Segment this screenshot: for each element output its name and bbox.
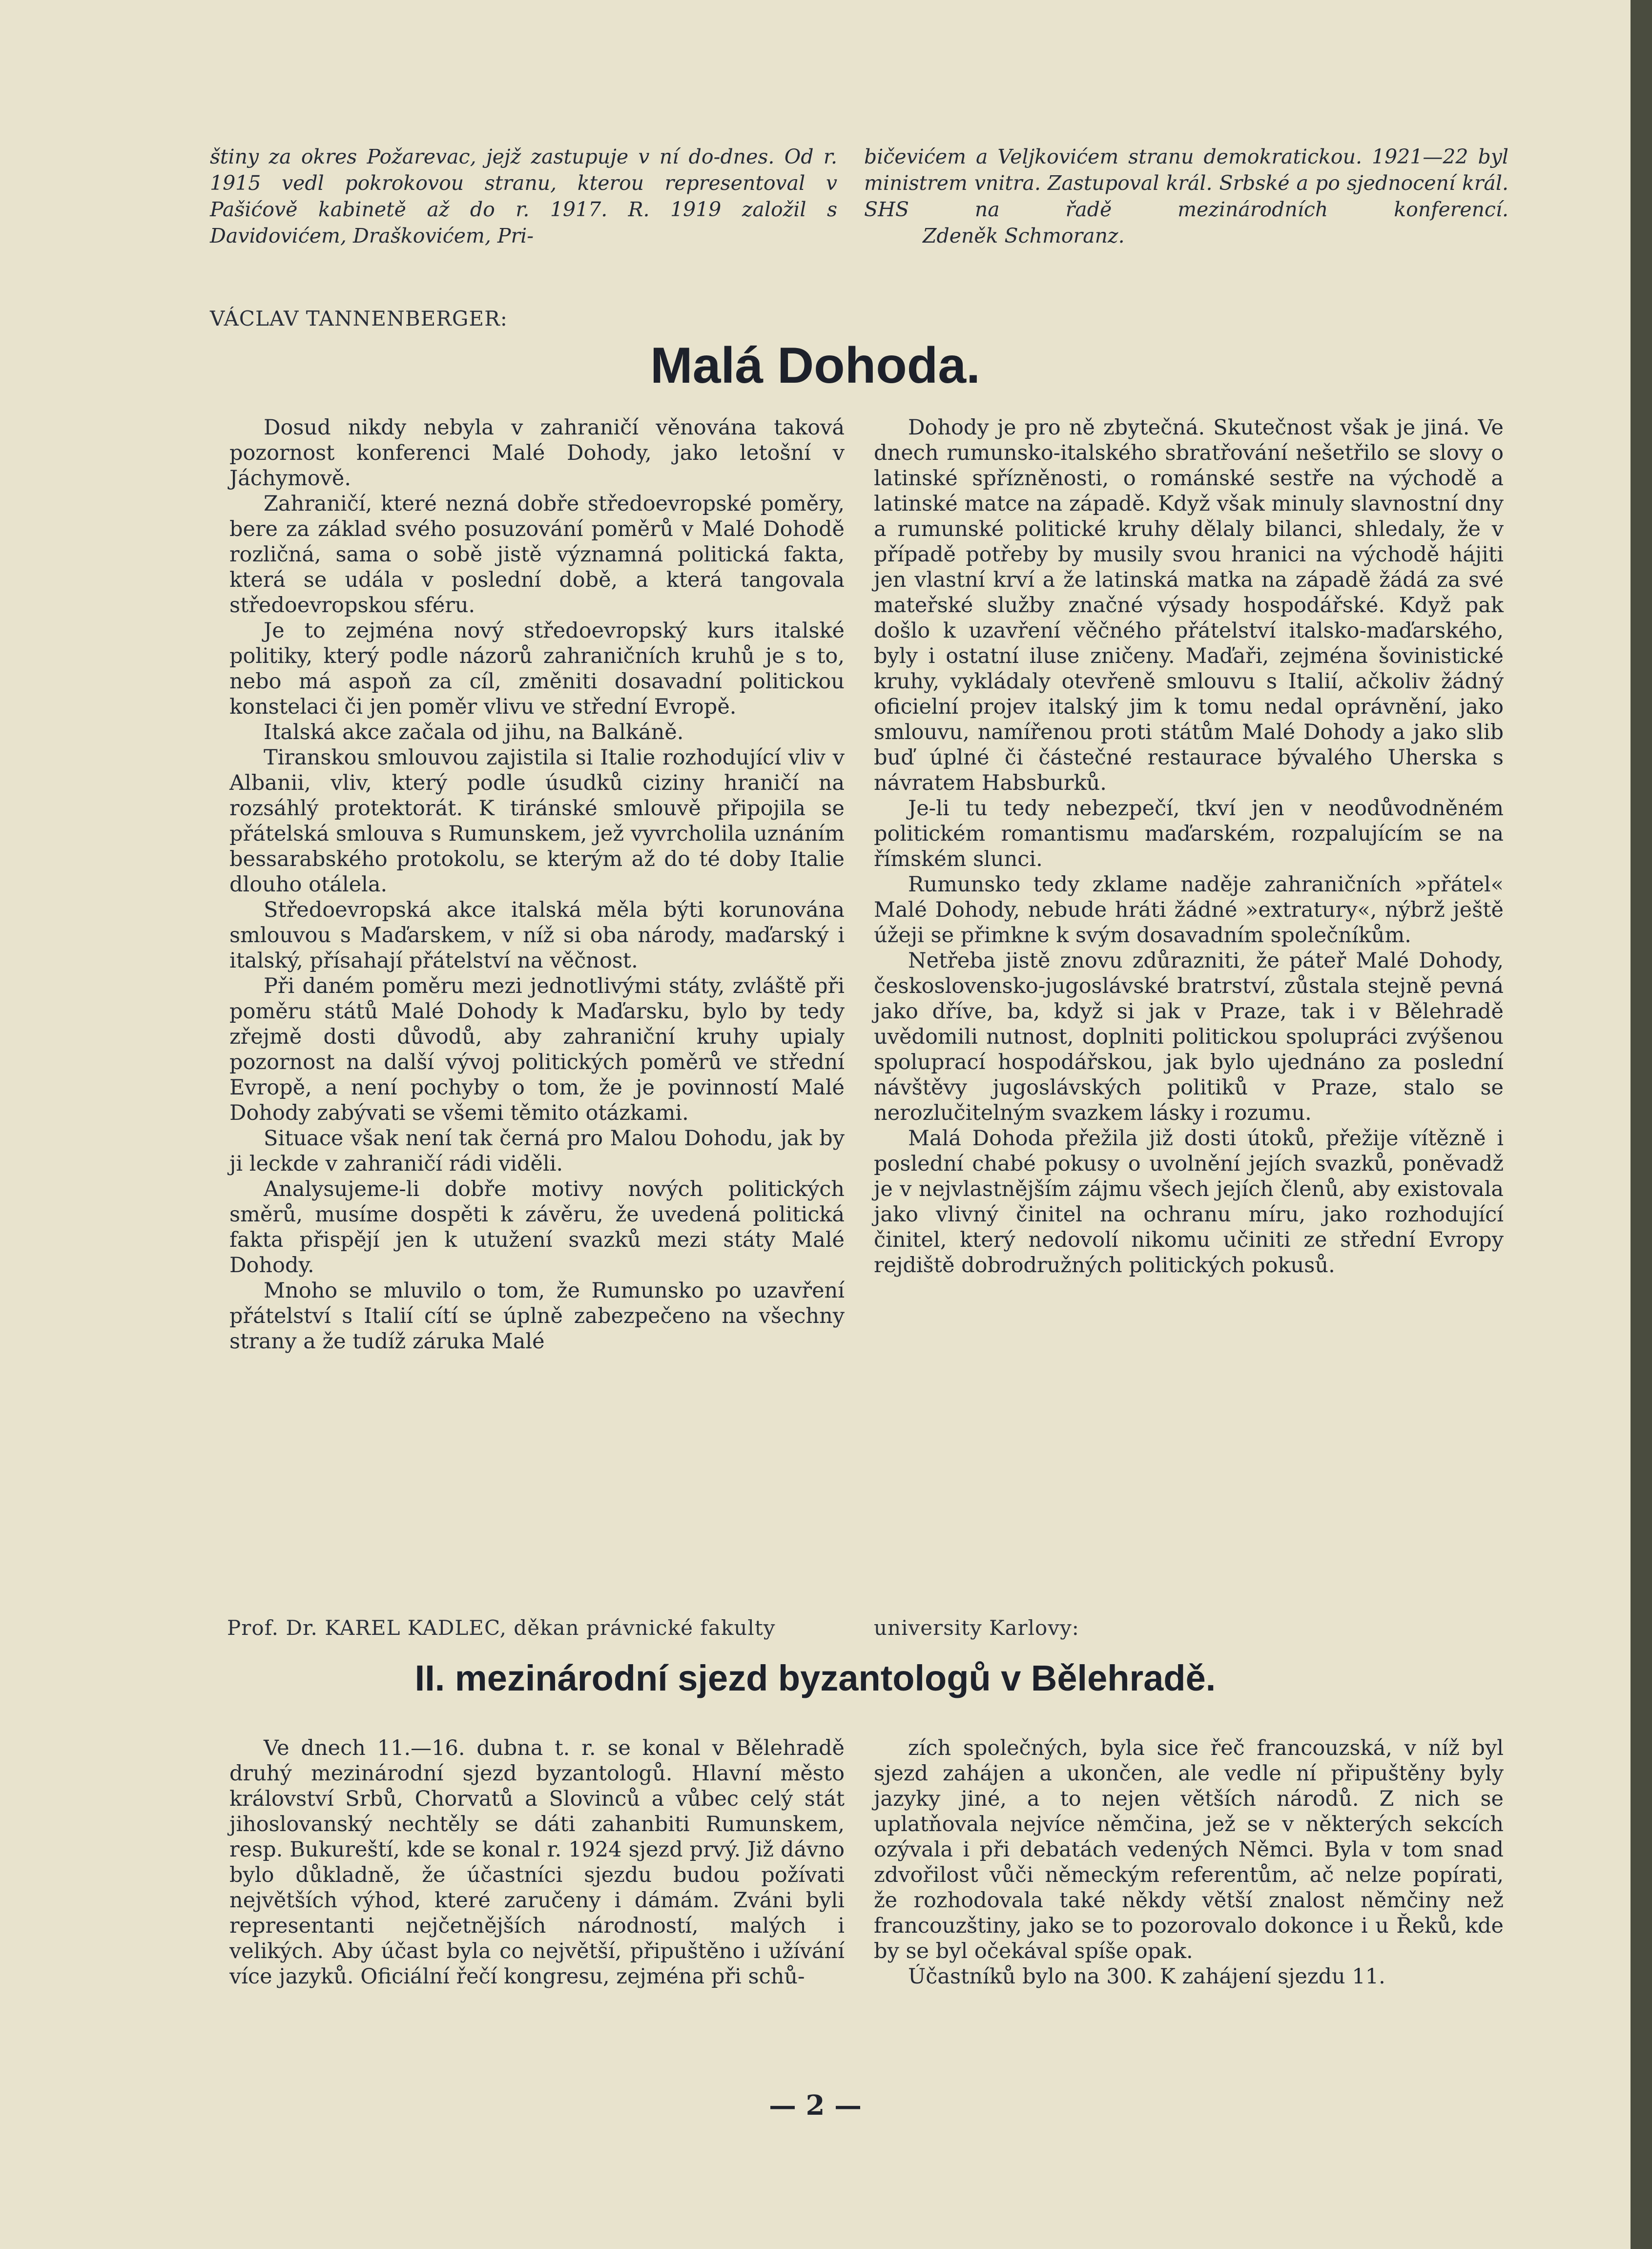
article1-left-column [229,415,845,1354]
top-article-left-text: štiny za okres Požarevac, jejž zastupuje v ní do-dnes. Od r. 1915 vedl pokrokovou stranu, kterou representoval v Pašićově kabinetě až do r. 1917. R. 1919 založil s Davidovićem, Draškovićem, Pri- [210,145,837,248]
article1-paragraph: Je-li tu tedy nebezpečí, tkví jen v neodůvodněném politickém romantismu maďarském, rozpalujícím se na římském slunci. [874,796,1504,871]
article1-paragraph: Středoevropská akce italská měla býti korunována smlouvou s Maďarskem, v níž si oba národy, maďarský i italský, přísahají přátelství na věčnost. [229,898,845,973]
page-edge [1631,0,1652,2249]
article1-right-column [874,415,1504,1278]
top-article-right-column [864,144,1508,249]
article1-paragraph: Dohody je pro ně zbytečná. Skutečnost však je jiná. Ve dnech rumunsko-italského sbratřování nešetřilo se slovy o latinské spřízněnosti, o románské sestře na východě a latinské matce na západě. Když však minuly slavnostní dny a rumunské politické kruhy dělaly bilanci, shledaly, že v případě potřeby by musily svou hranici na východě hájiti jen vlastní krví a že latinská matka na západě žádá za své mateřské služby značné výsady hospodářské. Když pak došlo k uzavření věčného přátelství italsko-maďarského, byly i ostatní iluse zničeny. Maďaři, zejména šovinistické kruhy, vykládaly otevřeně smlouvu s Italií, ačkoliv žádný oficielní projev italský jim k tomu nedal oprávnění, jako smlouvu, namířenou proti státům Malé Dohody a jako slib buď úplné či částečné restaurace bývalého Uherska s návratem Habsburků. [874,415,1504,795]
article1-paragraph: Analysujeme-li dobře motivy nových politických směrů, musíme dospěti k závěru, že uvedená politická fakta přispějí jen k utužení svazků mezi státy Malé Dohody. [229,1177,845,1278]
page-number: — 2 — [769,2089,862,2122]
article1-paragraph: Malá Dohoda přežila již dosti útoků, přežije vítězně i poslední chabé pokusy o uvolnění jejích svazků, poněvadž je v nejvlastnějším zájmu všech jejích členů, aby existovala jako vlivný činitel na ochranu míru, jako rozhodující činitel, který nedovolí nikomu učiniti ze střední Evropy rejdiště dobrodružných politických pokusů. [874,1126,1504,1278]
article2-byline-left: Prof. Dr. KAREL KADLEC, děkan právnické fakulty [227,1616,776,1640]
article1-paragraph: Rumunsko tedy zklame naděje zahraničních »přátel« Malé Dohody, nebude hráti žádné »extratury«, nýbrž ještě úžeji se přimkne k svým dosavadním společníkům. [874,872,1504,948]
top-article-signature: Zdeněk Schmoranz. [923,224,1125,248]
article2-paragraph: Ve dnech 11.—16. dubna t. r. se konal v Bělehradě druhý mezinárodní sjezd byzantologů. Hlavní město království Srbů, Chorvatů a Slovinců a vůbec celý stát jihoslovanský nechtěly se dáti zahanbiti Rumunskem, resp. Bukureští, kde se konal r. 1924 sjezd prvý. Již dávno bylo důkladně, že účastníci sjezdu budou požívati největších výhod, které zaručeny i dámám. Zváni byli representanti nejčetnějších národností, malých i velikých. Aby účast byla co největší, připuštěno i užívání více jazyků. Oficiální řečí kongresu, zejména při schů- [229,1736,845,1989]
article1-paragraph: Zahraničí, které nezná dobře středoevropské poměry, bere za základ svého posuzování poměrů v Malé Dohodě rozličná, sama o sobě jistě významná politická fakta, která se udála v poslední době, a která tangovala středoevropskou sféru. [229,492,845,618]
article1-paragraph: Dosud nikdy nebyla v zahraničí věnována taková pozornost konferenci Malé Dohody, jako letošní v Jáchymově. [229,415,845,491]
article2-left-column [229,1735,845,1989]
article1-paragraph: Italská akce začala od jihu, na Balkáně. [264,720,684,744]
top-article-left-column [210,144,837,249]
article1-paragraph: Mnoho se mluvilo o tom, že Rumunsko po uzavření přátelství s Italií cítí se úplně zabezpečeno na všechny strany a že tudíž záruka Malé [229,1279,845,1354]
article2-paragraph: Účastníků bylo na 300. K zahájení sjezdu 11. [908,1964,1385,1989]
article1-paragraph: Netřeba jistě znovu zdůrazniti, že páteř Malé Dohody, československo-jugoslávské bratrství, zůstala stejně pevná jako dříve, ba, když si jak v Praze, tak i v Bělehradě uvědomili nutnost, doplniti politickou spolupráci zvýšenou spoluprací hospodářskou, jak bylo ujednáno za poslední návštěvy jugoslávských politiků v Praze, stalo se nerozlučitelným svazkem lásky i rozumu. [874,949,1504,1125]
article2-byline-right: university Karlovy: [874,1616,1079,1640]
top-article-right-text [864,144,1508,249]
article2-right-column [874,1735,1504,1989]
article1-paragraph: Při daném poměru mezi jednotlivými státy, zvláště při poměru států Malé Dohody k Maďarsku, bylo by tedy zřejmě dosti důvodů, aby zahraniční kruhy upialy pozornost na další vývoj politických poměrů ve střední Evropě, a není pochyby o tom, že je povinností Malé Dohody zabývati se všemi těmito otázkami. [229,974,845,1125]
article1-title: Malá Dohoda. [650,337,981,394]
article2-title: II. mezinárodní sjezd byzantologů v Bělehradě. [414,1658,1216,1698]
article1-paragraph: Je to zejména nový středoevropský kurs italské politiky, který podle názorů zahraničních kruhů je s to, nebo má aspoň za cíl, změniti dosavadní politickou konstelaci či jen poměr vlivu ve střední Evropě. [229,619,845,719]
top-article-right-body: bičevićem a Veljkovićem stranu demokratickou. 1921—22 byl ministrem vnitra. Zastupoval král. Srbské a po sjednocení král. SHS na řadě mezinárodních konferencí. [864,145,1508,221]
article1-paragraph: Situace však není tak černá pro Malou Dohodu, jak by ji leckde v zahraničí rádi viděli. [229,1126,845,1176]
article1-byline: VÁCLAV TANNENBERGER: [210,307,508,330]
article1-paragraph: Tiranskou smlouvou zajistila si Italie rozhodující vliv v Albanii, vliv, který podle úsudků ciziny hraničí na rozsáhlý protektorát. K tiránské smlouvě připojila se přátelská smlouva s Rumunskem, jež vyvrcholila uznáním bessarabského protokolu, se kterým až do té doby Italie dlouho otálela. [229,745,845,897]
article2-paragraph: zích společných, byla sice řeč francouzská, v níž byl sjezd zahájen a ukončen, ale vedle ní připuštěny byly jazyky jiné, a to nejen větších národů. Z nich se uplatňovala nejvíce němčina, jež se v některých sekcích ozývala i při debatách vedených Němci. Byla v tom snad zdvořilost vůči německým referentům, ač nelze popírati, že rozhodovala také někdy větší znalost němčiny než francouzštiny, jako se to pozorovalo dokonce i u Řeků, kde by se byl očekával spíše opak. [874,1736,1504,1963]
